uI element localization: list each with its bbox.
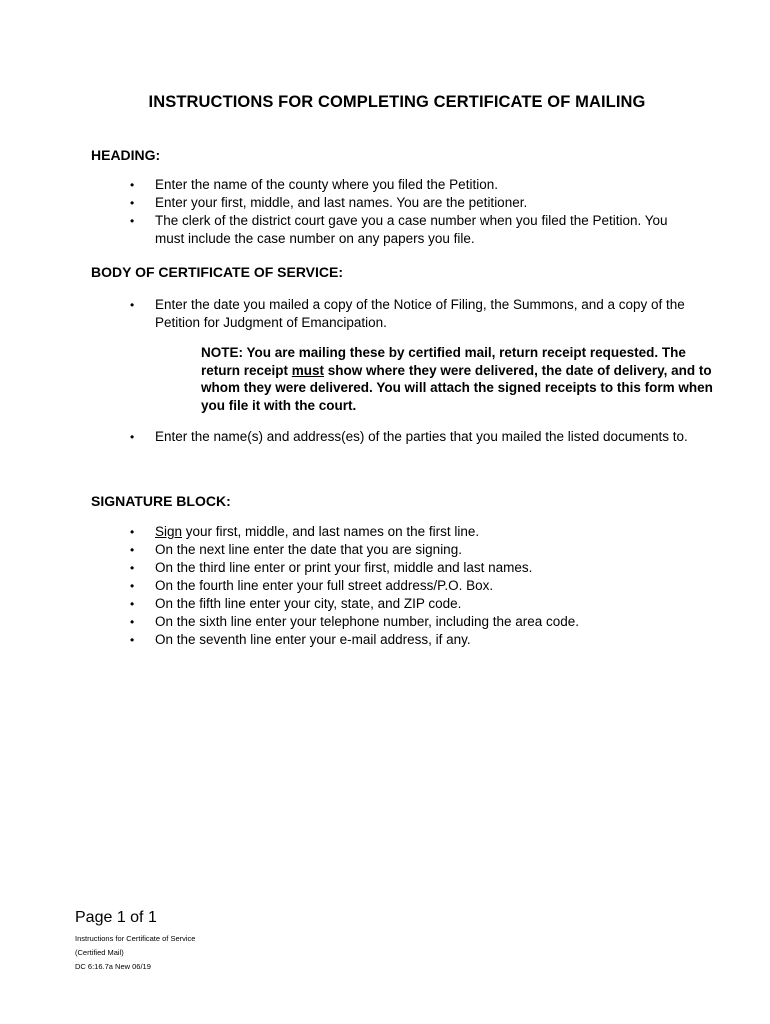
bullet-icon: • xyxy=(130,615,135,629)
bullet-icon: • xyxy=(130,178,135,192)
body-instructions-list-2 xyxy=(0,428,700,446)
bullet-icon: • xyxy=(130,430,135,444)
list-item-text: Enter the name(s) and address(es) of the parties that you mailed the listed documents to. xyxy=(155,429,688,444)
sign-link[interactable]: Sign xyxy=(155,524,183,539)
bullet-icon: • xyxy=(130,525,135,539)
list-item-text: On the next line enter the date that you are signing. xyxy=(155,542,462,557)
heading-section-title: HEADING: xyxy=(91,147,161,163)
note-text-end: show where they were delivered, the date of delivery, and to whom they were delivered. You will attach the signed receipts to this form when you file it with the court. xyxy=(201,362,713,413)
list-item xyxy=(0,577,700,595)
heading-instructions-list xyxy=(0,176,700,248)
list-item-text: On the third line enter or print your first, middle and last names. xyxy=(155,560,533,575)
form-subtitle: (Certified Mail) xyxy=(75,948,124,957)
list-item-text: Enter the date you mailed a copy of the Notice of Filing, the Summons, and a copy of the Petition for Judgment of Emancipation. xyxy=(155,297,685,330)
list-item xyxy=(0,613,700,631)
list-item-text: On the sixth line enter your telephone number, including the area code. xyxy=(155,614,580,629)
list-item xyxy=(0,631,700,649)
bullet-icon: • xyxy=(130,298,135,312)
form-name: Instructions for Certificate of Service xyxy=(75,934,196,943)
bullet-icon: • xyxy=(130,579,135,593)
list-item xyxy=(0,176,700,194)
certified-mail-note xyxy=(201,344,716,414)
list-item xyxy=(0,428,700,446)
list-item xyxy=(0,541,700,559)
bullet-icon: • xyxy=(130,633,135,647)
list-item xyxy=(0,194,700,212)
form-code: DC 6:16.7a New 06/19 xyxy=(75,962,151,971)
bullet-icon: • xyxy=(130,214,135,228)
body-section-title: BODY OF CERTIFICATE OF SERVICE: xyxy=(91,264,344,280)
bullet-icon: • xyxy=(130,543,135,557)
list-item-text: On the seventh line enter your e-mail address, if any. xyxy=(155,632,471,647)
list-item xyxy=(0,212,700,248)
note-text-start: NOTE: You are mailing these by certified mail, return receipt requested. The return receipt xyxy=(201,345,686,378)
note-emphasis: must xyxy=(291,362,325,378)
signature-section-title: SIGNATURE BLOCK: xyxy=(91,493,231,509)
signature-instructions-list xyxy=(0,523,700,649)
list-item xyxy=(0,523,700,541)
page-number: Page 1 of 1 xyxy=(75,909,157,926)
list-item xyxy=(0,559,700,577)
bullet-icon: • xyxy=(130,597,135,611)
list-item-text: On the fourth line enter your full street address/P.O. Box. xyxy=(155,578,494,593)
list-item xyxy=(0,296,700,332)
page-title: INSTRUCTIONS FOR COMPLETING CERTIFICATE OF MAILING xyxy=(148,93,646,111)
bullet-icon: • xyxy=(130,561,135,575)
body-instructions-list xyxy=(0,296,700,332)
bullet-icon: • xyxy=(130,196,135,210)
list-item-text: Enter your first, middle, and last names. You are the petitioner. xyxy=(155,195,528,210)
list-item xyxy=(0,595,700,613)
list-item-text: Enter the name of the county where you filed the Petition. xyxy=(155,177,498,192)
list-item-text: your first, middle, and last names on the first line. xyxy=(182,524,480,539)
list-item-text: On the fifth line enter your city, state, and ZIP code. xyxy=(155,596,462,611)
list-item-text: The clerk of the district court gave you a case number when you filed the Petition. You must include the case number on any papers you file. xyxy=(155,213,668,246)
